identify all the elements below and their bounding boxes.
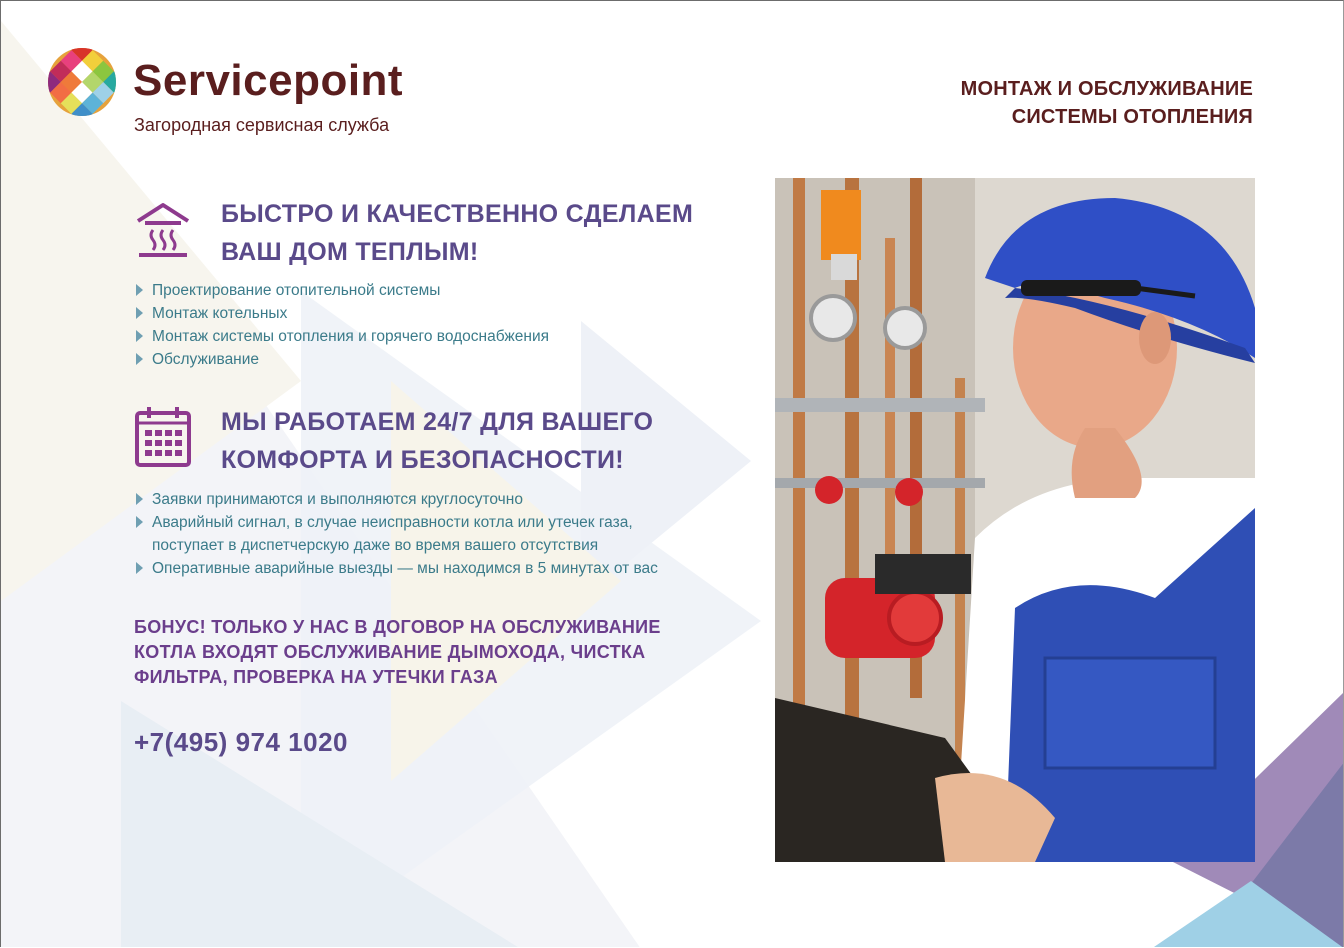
technician-with-pipes-photo-icon	[775, 178, 1255, 862]
section1-heading-line2: ВАШ ДОМ ТЕПЛЫМ!	[221, 238, 479, 266]
list-item-text: Заявки принимаются и выполняются круглосуточно	[152, 491, 523, 508]
section1-heading-line1: БЫСТРО И КАЧЕСТВЕННО СДЕЛАЕМ	[221, 200, 694, 228]
list-item-text-continued: поступает в диспетчерскую даже во время вашего отсутствия	[152, 537, 599, 554]
page-title-line1: МОНТАЖ И ОБСЛУЖИВАНИЕ	[960, 78, 1253, 100]
page-title	[961, 75, 1253, 131]
phone-number: +7(495) 974 1020	[134, 727, 349, 757]
section2-heading-line1: МЫ РАБОТАЕМ 24/7 ДЛЯ ВАШЕГО	[221, 408, 654, 436]
brand-tagline: Загородная сервисная служба	[134, 115, 390, 135]
features-list	[134, 488, 658, 580]
calendar-icon	[135, 405, 191, 467]
bonus-line1: БОНУС! ТОЛЬКО У НАС В ДОГОВОР НА ОБСЛУЖИВАНИЕ	[134, 617, 661, 637]
services-list	[134, 279, 549, 371]
brand-name: Servicepoint	[133, 56, 404, 105]
list-item	[134, 557, 658, 580]
list-item	[134, 511, 658, 557]
list-item: Проектирование отопительной системы	[134, 279, 549, 302]
technician-photo	[775, 178, 1255, 862]
section2-heading	[221, 403, 653, 479]
house-heating-icon	[135, 201, 191, 259]
list-item: Монтаж котельных	[134, 302, 549, 325]
list-item-text: Аварийный сигнал, в случае неисправности котла или утечек газа,	[152, 514, 633, 531]
page-title-line2: СИСТЕМЫ ОТОПЛЕНИЯ	[1011, 106, 1253, 128]
list-item: Обслуживание	[134, 348, 549, 371]
section1-heading	[221, 195, 693, 271]
list-item-text: Оперативные аварийные выезды — мы находимся в 5 минутах от вас	[152, 560, 658, 577]
list-item: Монтаж системы отопления и горячего водоснабжения	[134, 325, 549, 348]
section2-heading-line2: КОМФОРТА И БЕЗОПАСНОСТИ!	[221, 446, 624, 474]
multicolor-diamond-logo-icon	[47, 47, 117, 117]
bonus-text	[134, 615, 661, 690]
bonus-line3: ФИЛЬТРА, ПРОВЕРКА НА УТЕЧКИ ГАЗА	[134, 667, 498, 687]
list-item	[134, 488, 658, 511]
bonus-line2: КОТЛА ВХОДЯТ ОБСЛУЖИВАНИЕ ДЫМОХОДА, ЧИСТКА	[134, 642, 646, 662]
